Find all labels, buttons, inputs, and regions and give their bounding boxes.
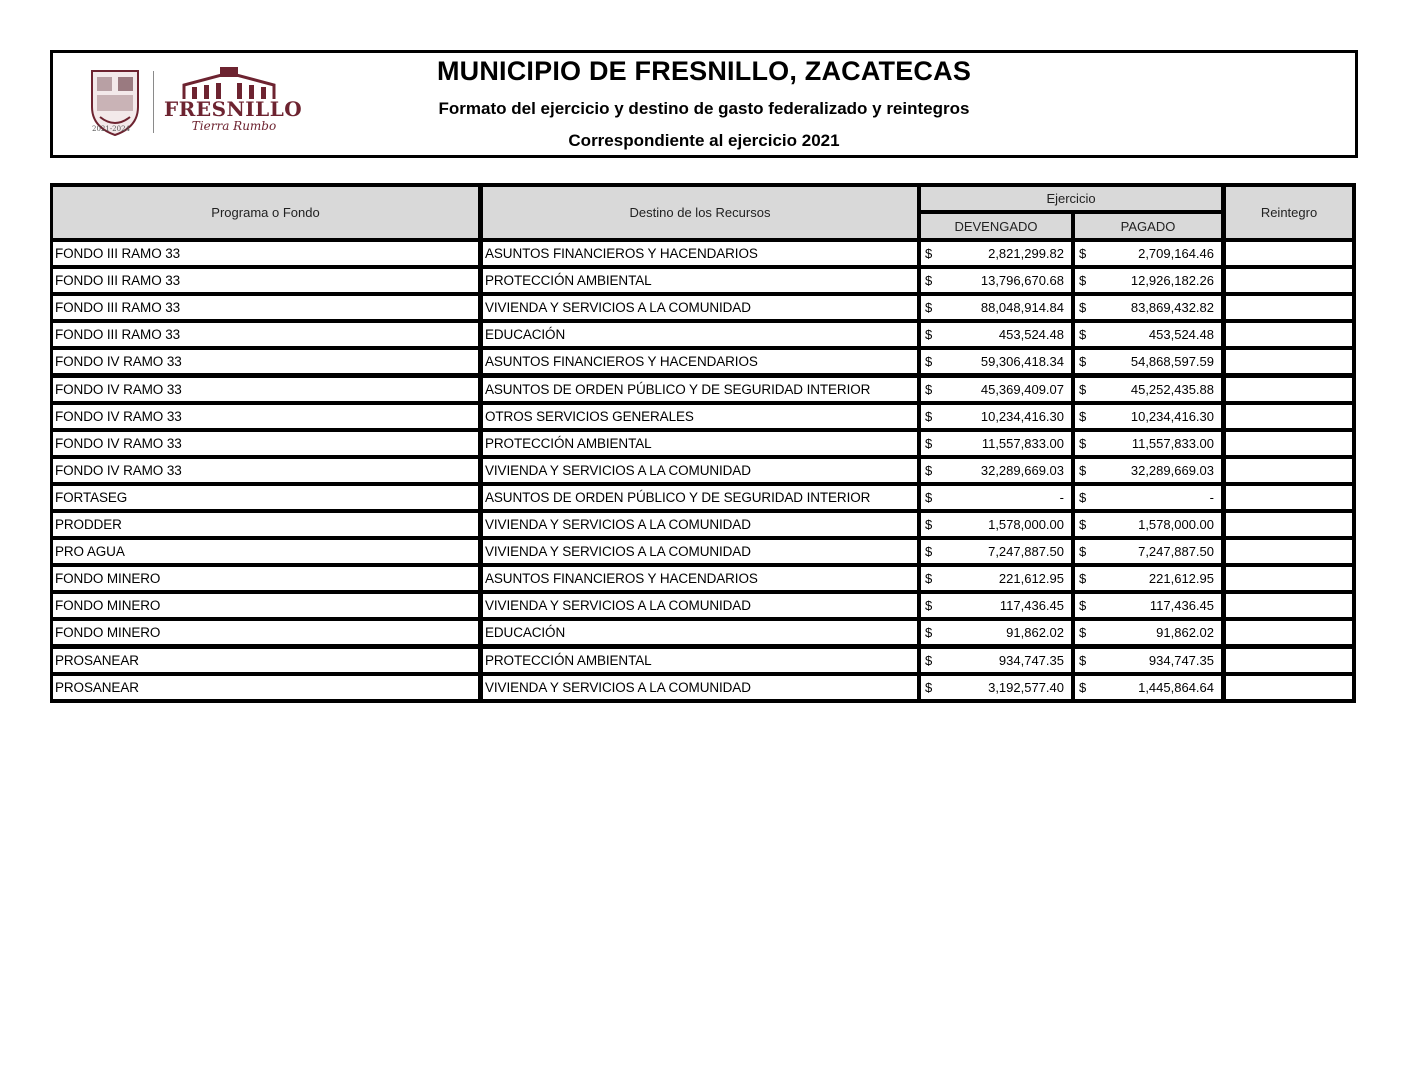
amount: 1,445,864.64 (1138, 680, 1214, 695)
cell-reintegro (1226, 594, 1352, 617)
currency-symbol: $ (925, 625, 933, 640)
page-period: Correspondiente al ejercicio 2021 (568, 131, 840, 150)
cell-programa: FONDO MINERO (53, 594, 478, 617)
currency-symbol: $ (925, 273, 933, 288)
col-header-devengado: DEVENGADO (921, 214, 1071, 238)
currency-symbol: $ (1079, 354, 1087, 369)
cell-programa: PROSANEAR (53, 649, 478, 672)
cell-devengado (921, 567, 1071, 590)
cell-devengado (921, 405, 1071, 428)
currency-symbol: $ (1079, 273, 1087, 288)
amount: 3,192,577.40 (988, 680, 1064, 695)
amount: 83,869,432.82 (1130, 300, 1214, 315)
cell-destino: VIVIENDA Y SERVICIOS A LA COMUNIDAD (483, 459, 917, 482)
cell-devengado (921, 378, 1071, 401)
cell-reintegro (1226, 459, 1352, 482)
amount: 45,369,409.07 (980, 382, 1064, 397)
currency-symbol: $ (925, 463, 933, 478)
amount: 91,862.02 (1006, 625, 1064, 640)
cell-reintegro (1226, 296, 1352, 319)
currency-symbol: $ (1079, 246, 1087, 261)
cell-programa: FONDO IV RAMO 33 (53, 350, 478, 373)
currency-symbol: $ (925, 354, 933, 369)
cell-devengado (921, 676, 1071, 699)
amount: 453,524.48 (1148, 327, 1214, 342)
cell-reintegro (1226, 567, 1352, 590)
currency-symbol: $ (925, 517, 933, 532)
cell-pagado (1075, 594, 1221, 617)
currency-symbol: $ (925, 246, 933, 261)
currency-symbol: $ (1079, 680, 1087, 695)
cell-pagado (1075, 269, 1221, 292)
cell-devengado (921, 242, 1071, 265)
admin-years: 2021-2024 (92, 125, 130, 133)
cell-programa: FORTASEG (53, 486, 478, 509)
cell-destino: ASUNTOS DE ORDEN PÚBLICO Y DE SEGURIDAD INTERIOR (483, 486, 917, 509)
amount: 7,247,887.50 (1138, 544, 1214, 559)
amount: 54,868,597.59 (1130, 354, 1214, 369)
currency-symbol: $ (925, 680, 933, 695)
currency-symbol: $ (1079, 625, 1087, 640)
cell-programa: FONDO MINERO (53, 567, 478, 590)
cell-programa: PRODDER (53, 513, 478, 536)
cell-pagado (1075, 296, 1221, 319)
amount: 2,821,299.82 (988, 246, 1064, 261)
cell-pagado (1075, 676, 1221, 699)
cell-devengado (921, 513, 1071, 536)
currency-symbol: $ (925, 571, 933, 586)
amount: 13,796,670.68 (980, 273, 1064, 288)
amount: 117,436.45 (999, 598, 1064, 613)
cell-destino: VIVIENDA Y SERVICIOS A LA COMUNIDAD (483, 676, 917, 699)
col-header-ejercicio: Ejercicio (921, 187, 1221, 210)
amount: - (1059, 490, 1064, 505)
currency-symbol: $ (925, 409, 933, 424)
col-header-destino: Destino de los Recursos (483, 187, 917, 238)
cell-programa: PRO AGUA (53, 540, 478, 563)
cell-reintegro (1226, 486, 1352, 509)
cell-destino: EDUCACIÓN (483, 323, 917, 346)
cell-devengado (921, 649, 1071, 672)
brand-tagline: Tierra Rumbo (191, 119, 277, 133)
cell-reintegro (1226, 323, 1352, 346)
cell-pagado (1075, 621, 1221, 644)
cell-reintegro (1226, 676, 1352, 699)
currency-symbol: $ (925, 653, 933, 668)
cell-reintegro (1226, 540, 1352, 563)
cell-pagado (1075, 378, 1221, 401)
amount: 91,862.02 (1156, 625, 1214, 640)
currency-symbol: $ (1079, 409, 1087, 424)
amount: 32,289,669.03 (1130, 463, 1214, 478)
col-header-pagado: PAGADO (1075, 214, 1221, 238)
currency-symbol: $ (925, 327, 933, 342)
cell-destino: ASUNTOS FINANCIEROS Y HACENDARIOS (483, 567, 917, 590)
currency-symbol: $ (925, 300, 933, 315)
amount: 11,557,833.00 (1131, 436, 1214, 451)
cell-destino: OTROS SERVICIOS GENERALES (483, 405, 917, 428)
amount: 2,709,164.46 (1138, 246, 1214, 261)
currency-symbol: $ (925, 490, 933, 505)
currency-symbol: $ (1079, 598, 1087, 613)
spending-table (50, 183, 1356, 703)
cell-devengado (921, 459, 1071, 482)
cell-destino: ASUNTOS FINANCIEROS Y HACENDARIOS (483, 242, 917, 265)
currency-symbol: $ (925, 382, 933, 397)
cell-destino: EDUCACIÓN (483, 621, 917, 644)
amount: 117,436.45 (1149, 598, 1214, 613)
amount: 221,612.95 (998, 571, 1064, 586)
cell-destino: VIVIENDA Y SERVICIOS A LA COMUNIDAD (483, 540, 917, 563)
currency-symbol: $ (925, 436, 933, 451)
cell-programa: FONDO IV RAMO 33 (53, 378, 478, 401)
amount: - (1209, 490, 1214, 505)
cell-programa: FONDO IV RAMO 33 (53, 405, 478, 428)
cell-pagado (1075, 350, 1221, 373)
cell-devengado (921, 269, 1071, 292)
cell-devengado (921, 540, 1071, 563)
cell-pagado (1075, 459, 1221, 482)
cell-devengado (921, 594, 1071, 617)
brand-name: FRESNILLO (164, 97, 303, 121)
currency-symbol: $ (1079, 571, 1087, 586)
cell-programa: PROSANEAR (53, 676, 478, 699)
cell-devengado (921, 296, 1071, 319)
cell-destino: VIVIENDA Y SERVICIOS A LA COMUNIDAD (483, 594, 917, 617)
cell-programa: FONDO IV RAMO 33 (53, 432, 478, 455)
cell-reintegro (1226, 269, 1352, 292)
cell-reintegro (1226, 378, 1352, 401)
currency-symbol: $ (1079, 300, 1087, 315)
amount: 1,578,000.00 (1138, 517, 1214, 532)
cell-pagado (1075, 513, 1221, 536)
cell-destino: VIVIENDA Y SERVICIOS A LA COMUNIDAD (483, 513, 917, 536)
currency-symbol: $ (1079, 327, 1087, 342)
currency-symbol: $ (1079, 544, 1087, 559)
cell-reintegro (1226, 350, 1352, 373)
cell-destino: PROTECCIÓN AMBIENTAL (483, 269, 917, 292)
currency-symbol: $ (1079, 653, 1087, 668)
cell-programa: FONDO III RAMO 33 (53, 269, 478, 292)
currency-symbol: $ (1079, 382, 1087, 397)
cell-destino: ASUNTOS DE ORDEN PÚBLICO Y DE SEGURIDAD INTERIOR (483, 378, 917, 401)
cell-pagado (1075, 540, 1221, 563)
cell-devengado (921, 621, 1071, 644)
cell-devengado (921, 350, 1071, 373)
currency-symbol: $ (1079, 517, 1087, 532)
cell-pagado (1075, 567, 1221, 590)
cell-pagado (1075, 649, 1221, 672)
report-header (50, 50, 1358, 158)
page-subtitle: Formato del ejercicio y destino de gasto federalizado y reintegros (438, 99, 970, 118)
cell-pagado (1075, 432, 1221, 455)
currency-symbol: $ (1079, 436, 1087, 451)
cell-reintegro (1226, 621, 1352, 644)
cell-destino: ASUNTOS FINANCIEROS Y HACENDARIOS (483, 350, 917, 373)
cell-reintegro (1226, 242, 1352, 265)
col-header-reintegro: Reintegro (1226, 187, 1352, 238)
cell-pagado (1075, 242, 1221, 265)
amount: 934,747.35 (1148, 653, 1214, 668)
cell-pagado (1075, 486, 1221, 509)
amount: 11,557,833.00 (981, 436, 1064, 451)
amount: 7,247,887.50 (988, 544, 1064, 559)
amount: 934,747.35 (998, 653, 1064, 668)
currency-symbol: $ (1079, 490, 1087, 505)
amount: 88,048,914.84 (980, 300, 1064, 315)
amount: 453,524.48 (998, 327, 1064, 342)
amount: 221,612.95 (1148, 571, 1214, 586)
currency-symbol: $ (925, 544, 933, 559)
cell-programa: FONDO III RAMO 33 (53, 242, 478, 265)
amount: 1,578,000.00 (988, 517, 1064, 532)
cell-devengado (921, 486, 1071, 509)
page-title: MUNICIPIO DE FRESNILLO, ZACATECAS (436, 56, 972, 86)
amount: 12,926,182.26 (1130, 273, 1214, 288)
currency-symbol: $ (1079, 463, 1087, 478)
cell-programa: FONDO MINERO (53, 621, 478, 644)
cell-pagado (1075, 405, 1221, 428)
currency-symbol: $ (925, 598, 933, 613)
cell-programa: FONDO III RAMO 33 (53, 323, 478, 346)
amount: 10,234,416.30 (1130, 409, 1214, 424)
cell-destino: PROTECCIÓN AMBIENTAL (483, 432, 917, 455)
cell-destino: PROTECCIÓN AMBIENTAL (483, 649, 917, 672)
cell-reintegro (1226, 432, 1352, 455)
amount: 32,289,669.03 (980, 463, 1064, 478)
cell-programa: FONDO IV RAMO 33 (53, 459, 478, 482)
amount: 45,252,435.88 (1130, 382, 1214, 397)
col-header-programa: Programa o Fondo (53, 187, 478, 238)
amount: 10,234,416.30 (980, 409, 1064, 424)
amount: 59,306,418.34 (980, 354, 1064, 369)
cell-destino: VIVIENDA Y SERVICIOS A LA COMUNIDAD (483, 296, 917, 319)
cell-pagado (1075, 323, 1221, 346)
cell-devengado (921, 323, 1071, 346)
cell-reintegro (1226, 649, 1352, 672)
cell-reintegro (1226, 513, 1352, 536)
cell-programa: FONDO III RAMO 33 (53, 296, 478, 319)
cell-devengado (921, 432, 1071, 455)
cell-reintegro (1226, 405, 1352, 428)
